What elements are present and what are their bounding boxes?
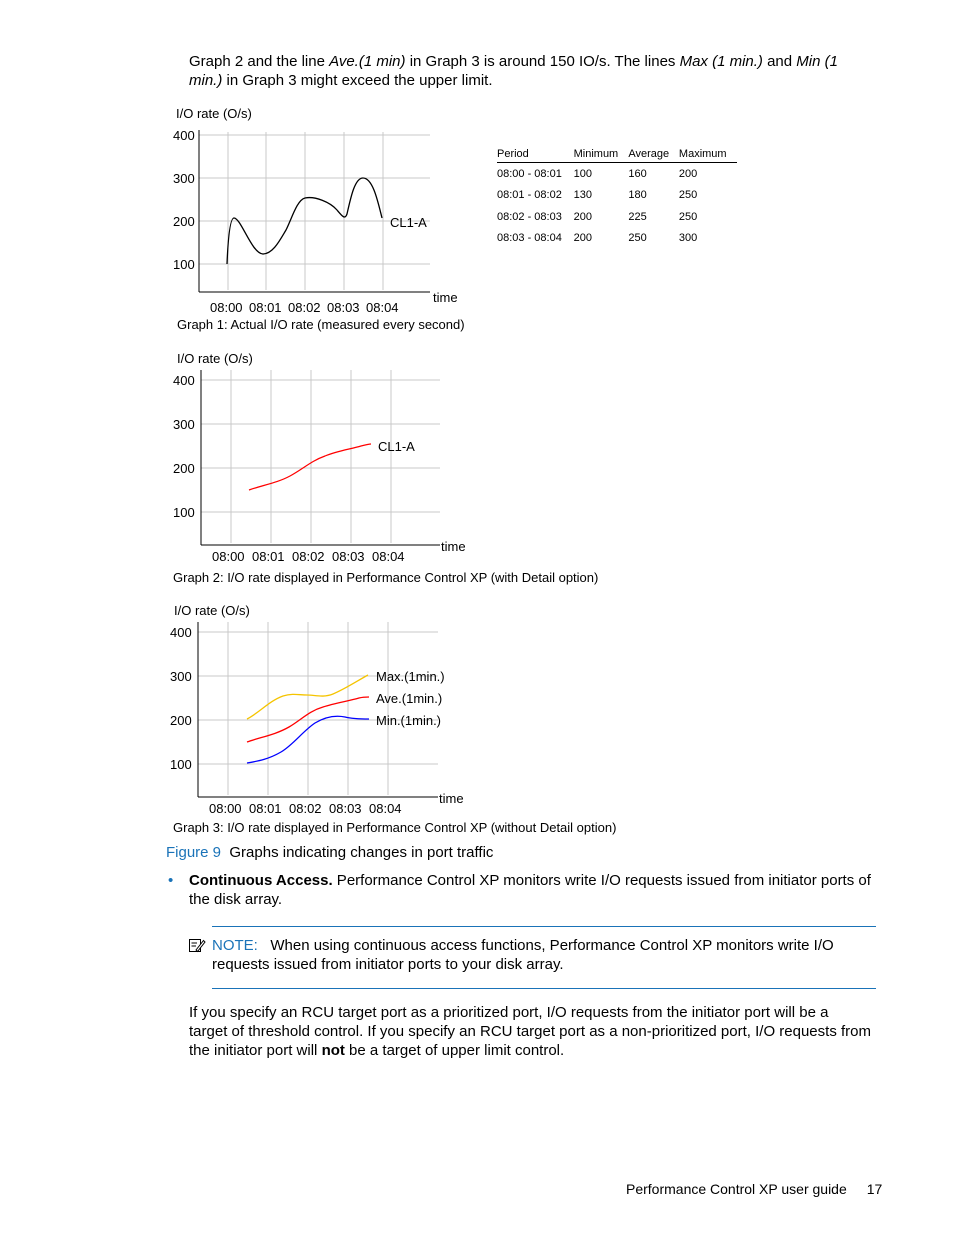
page-number: 17 [866,1181,883,1197]
graph2-series-line [249,444,371,490]
table-cell: 160 [628,167,647,180]
graph1-caption: Graph 1: Actual I/O rate (measured every second) [177,317,465,332]
intro-text: Graph 2 and the line [189,53,330,70]
bullet-icon: • [168,872,174,889]
intro-text: in Graph 3 is around 150 IO/s. The lines [405,53,680,70]
graph2-ylabel: I/O rate (O/s) [177,351,253,366]
closing-paragraph [189,1003,879,1060]
table-row [497,228,737,250]
bullet-bold: Continuous Access. [189,872,333,889]
table-cell: 08:01 - 08:02 [497,189,562,202]
note-pencil-icon [188,936,206,954]
graph3-ytick: 100 [170,757,192,772]
graph2-chart [165,345,475,567]
graph2-xtick: 08:00 [212,549,245,564]
graph2-xtick: 08:02 [292,549,325,564]
graph3-ytick: 300 [170,669,192,684]
table-cell: 250 [628,232,647,245]
graph2-xtick: 08:04 [372,549,405,564]
graph3-xlabel: time [439,791,464,806]
closing-text: the initiator port will [189,1042,322,1059]
graph3-series-label-max: Max.(1min.) [376,669,445,684]
note-body [212,936,876,974]
graph3-ytick: 200 [170,713,192,728]
graph2-ytick: 400 [173,373,195,388]
table-cell: 200 [678,167,698,180]
graph1-ytick: 100 [173,257,195,272]
note-bottom-rule [212,988,876,989]
table-cell: 300 [678,232,698,245]
closing-line: target of threshold control. If you specify an RCU target port as a non-prioritized port, I/O requests from [189,1023,871,1040]
bullet-text-cont: the disk array. [189,891,283,908]
intro-paragraph [189,52,879,90]
graph3-series-label-ave: Ave.(1min.) [376,691,443,706]
footer [626,1180,882,1199]
figure-title: Graphs indicating changes in port traffic [229,844,494,861]
table-header: Period [497,148,574,163]
table-cell: 08:02 - 08:03 [497,210,562,223]
table-row [497,163,737,185]
graph3-ytick: 400 [170,625,192,640]
graph3-xtick: 08:03 [329,801,362,816]
graph1-chart [165,100,475,315]
table-cell: 08:00 - 08:01 [497,167,562,180]
graph3-chart [165,597,475,819]
closing-line: If you specify an RCU target port as a prioritized port, I/O requests from the initiator port will be a [189,1004,829,1021]
figure-caption [166,843,493,862]
intro-emph-min-cont: min.) [189,72,223,89]
graph1-ytick: 300 [173,171,195,186]
table-cell: 225 [628,210,647,223]
graph3-xtick: 08:04 [369,801,402,816]
graph1-xtick: 08:00 [210,300,243,315]
graph3-series-label-min: Min.(1min.) [376,713,442,728]
graph1-ytick: 400 [173,128,195,143]
table-cell: 130 [573,189,592,202]
note-label: NOTE: [212,937,258,954]
graph3-xtick: 08:00 [209,801,242,816]
graph3-xtick: 08:01 [249,801,282,816]
table-header: Maximum [679,148,737,163]
graph1-xtick: 08:01 [249,300,282,315]
table-cell: 08:03 - 08:04 [497,232,562,245]
bullet-item [189,871,879,909]
table-cell: 200 [573,210,592,223]
bullet-text: Performance Control XP monitors write I/O requests issued from initiator ports of [332,872,871,889]
note-text: When using continuous access functions, Performance Control XP monitors write I/O [270,937,834,954]
table-cell: 200 [573,232,592,245]
graph1-xtick: 08:04 [366,300,399,315]
table-header: Average [628,148,679,163]
period-table [497,148,737,249]
intro-text: and [762,53,797,70]
graph2-ytick: 200 [173,461,195,476]
graph2-xlabel: time [441,539,466,554]
intro-emph-min: Min (1 [796,53,838,70]
table-cell: 180 [628,189,647,202]
graph2-xtick: 08:01 [252,549,285,564]
graph1-ytick: 200 [173,214,195,229]
table-header: Minimum [574,148,629,163]
closing-emph: not [321,1042,345,1059]
graph1-xlabel: time [433,290,458,305]
table-cell: 250 [678,189,698,202]
graph1-xtick: 08:03 [327,300,360,315]
table-header-row [497,148,737,163]
note-top-rule [212,926,876,927]
table-cell: 100 [573,167,592,180]
graph2-ytick: 300 [173,417,195,432]
graph2-caption: Graph 2: I/O rate displayed in Performance Control XP (with Detail option) [173,570,599,585]
intro-text: in Graph 3 might exceed the upper limit. [222,72,493,89]
table-row [497,185,737,207]
figure-label: Figure 9 [166,844,222,861]
table-cell: 250 [678,210,698,223]
graph3-ylabel: I/O rate (O/s) [174,603,250,618]
graph3-caption: Graph 3: I/O rate displayed in Performance Control XP (without Detail option) [173,820,617,835]
graph2-xtick: 08:03 [332,549,365,564]
table-row [497,206,737,228]
note-text-cont: requests issued from initiator ports to your disk array. [212,956,564,973]
graph3-xtick: 08:02 [289,801,322,816]
graph1-xtick: 08:02 [288,300,321,315]
intro-emph-max: Max (1 min.) [679,53,763,70]
graph1-series-label: CL1-A [390,215,427,230]
graph2-ytick: 100 [173,505,195,520]
graph1-ylabel: I/O rate (O/s) [176,106,252,121]
intro-emph-ave: Ave.(1 min) [329,53,406,70]
graph2-series-label: CL1-A [378,439,415,454]
closing-text: be a target of upper limit control. [344,1042,565,1059]
footer-title: Performance Control XP user guide [626,1181,847,1197]
